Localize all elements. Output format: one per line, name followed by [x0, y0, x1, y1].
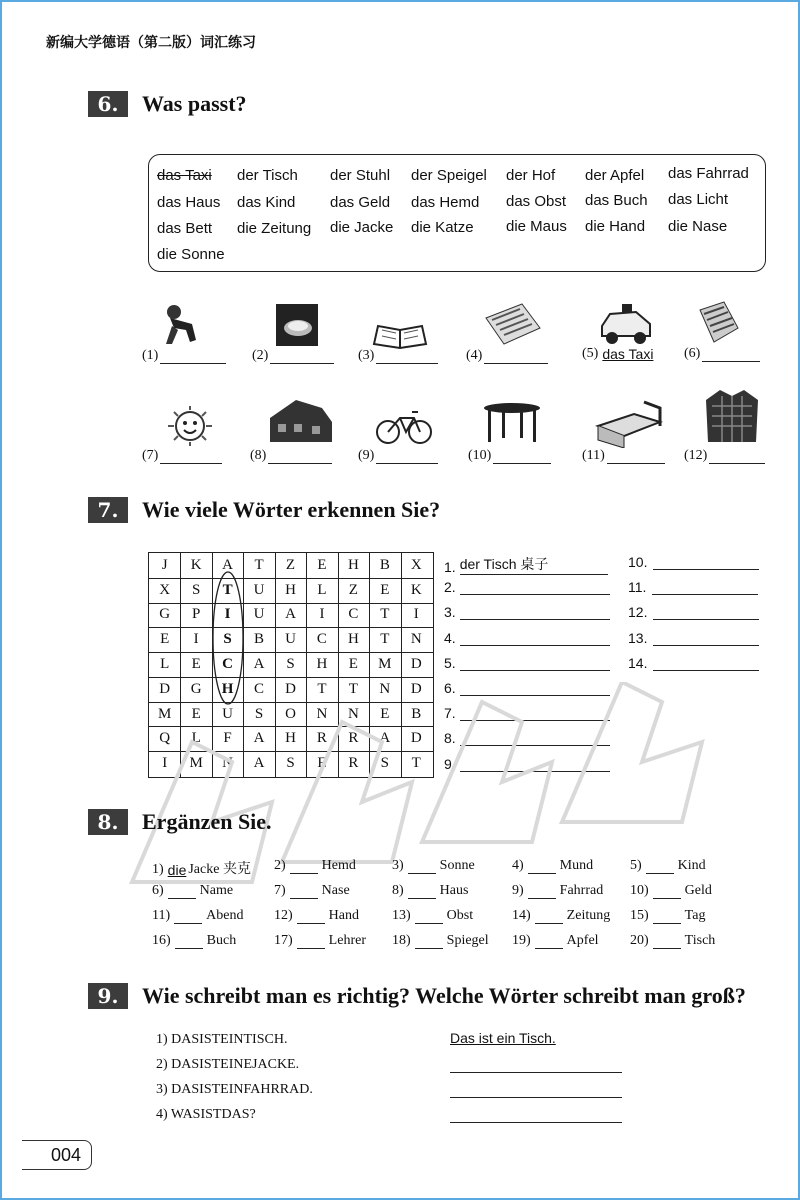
item-number: 2) — [274, 858, 286, 873]
grid-cell: N — [316, 705, 328, 722]
label-number: (12) — [684, 448, 708, 463]
word: der Apfel — [585, 167, 645, 184]
noun: Mund — [559, 858, 594, 873]
word: das Buch — [585, 192, 648, 209]
grid-cell: D — [410, 680, 422, 697]
exercise-title: Wie schreibt man es richtig? Welche Wörter schreibt man groß? — [142, 983, 746, 1008]
answer-line[interactable] — [450, 1122, 622, 1123]
grid-cell: E — [380, 705, 390, 722]
word: das Obst — [506, 193, 567, 210]
item-number: 11) — [152, 908, 171, 923]
noun: Haus — [439, 883, 469, 898]
noun: Obst — [446, 908, 474, 923]
grid-cell: M — [378, 655, 392, 672]
noun: Fahrrad — [559, 883, 604, 898]
grid-cell: P — [191, 606, 201, 623]
grid-cell: M — [189, 755, 203, 772]
entry-number: 5. — [444, 654, 456, 671]
grid-cell: T — [380, 631, 390, 648]
grid-cell: N — [379, 680, 391, 697]
grid-cell: Q — [159, 730, 171, 747]
label-number: (8) — [250, 448, 267, 463]
grid-cell: F — [223, 730, 232, 747]
item-number: 1) — [152, 862, 164, 877]
picture-label-11 — [582, 448, 665, 464]
article-blank[interactable] — [408, 859, 436, 874]
item-number: 3) — [392, 858, 404, 873]
grid-cell: I — [193, 631, 199, 648]
noun: Jacke 夹克 — [188, 862, 251, 877]
article-blank[interactable] — [290, 859, 318, 874]
grid-cell: E — [191, 705, 201, 722]
grid-cell: I — [162, 755, 168, 772]
answer-blank[interactable] — [160, 349, 226, 364]
grid-cell: R — [348, 730, 359, 747]
label-number: (4) — [466, 348, 483, 363]
answer-line[interactable] — [450, 1097, 622, 1098]
picture-label-8 — [250, 448, 332, 464]
article-blank[interactable] — [297, 934, 325, 949]
grid-cell: S — [191, 581, 201, 598]
exercise-6-heading — [88, 90, 247, 118]
grid-cell: S — [380, 755, 389, 772]
answer-blank[interactable] — [460, 605, 610, 620]
grid-cell: L — [160, 655, 170, 672]
newspaper-icon — [482, 298, 542, 348]
article-blank[interactable] — [290, 884, 318, 899]
grid-cell: H — [347, 631, 359, 648]
bed-icon — [594, 396, 664, 448]
grid-cell: C — [254, 680, 265, 697]
word-entry — [628, 579, 758, 595]
entry-number: 7. — [444, 705, 456, 722]
label-number: (5) — [582, 346, 599, 361]
grid-cell: Z — [348, 581, 358, 598]
grid-cell: D — [410, 730, 422, 747]
article-item — [630, 933, 715, 949]
item-number: 10) — [630, 883, 649, 898]
grid-cell: R — [316, 730, 327, 747]
grid-cell: H — [221, 680, 234, 697]
article-item — [512, 883, 603, 899]
item-number: 8) — [392, 883, 404, 898]
answer-blank[interactable] — [268, 449, 332, 464]
word: der Tisch — [237, 167, 298, 184]
article-item — [630, 883, 712, 899]
article-item — [274, 908, 359, 924]
noun: Tisch — [684, 933, 716, 948]
picture-label-12 — [684, 448, 765, 464]
paper-icon — [694, 298, 744, 348]
grid-cell: O — [285, 705, 296, 722]
grid-cell: A — [253, 655, 265, 672]
grid-cell: T — [254, 556, 264, 573]
word: das Kind — [237, 194, 296, 211]
grid-cell: C — [222, 655, 234, 672]
grid-cell: A — [253, 755, 265, 772]
page-number: 004 — [22, 1140, 92, 1170]
word: die Zeitung — [237, 220, 312, 237]
item-number: 18) — [392, 933, 411, 948]
article-item — [512, 933, 599, 949]
grid-cell: X — [159, 581, 171, 598]
exercise-number-badge: 8. — [88, 809, 128, 835]
grid-cell: A — [285, 606, 296, 623]
word-entry — [444, 604, 610, 620]
answer-blank[interactable] — [484, 349, 548, 364]
grid-cell: E — [160, 631, 170, 648]
grid-cell: L — [317, 581, 327, 598]
noun: Sonne — [439, 858, 475, 873]
word: der Stuhl — [330, 167, 391, 184]
grid-cell: U — [285, 631, 296, 648]
article-blank[interactable] — [646, 859, 674, 874]
grid-cell: E — [317, 556, 327, 573]
answer-blank[interactable] — [376, 449, 438, 464]
grid-line — [149, 603, 433, 604]
answer-blank[interactable] — [653, 555, 759, 570]
word: das Haus — [157, 194, 221, 211]
noun: Apfel — [566, 933, 599, 948]
article-item — [152, 933, 236, 949]
grid-cell: B — [254, 631, 265, 648]
grid-cell: X — [410, 556, 422, 573]
item-number: 13) — [392, 908, 411, 923]
word: das Fahrrad — [668, 165, 749, 182]
answer-blank[interactable] — [460, 631, 610, 646]
word-entry — [444, 655, 610, 671]
item-number: 6) — [152, 883, 164, 898]
article-item — [512, 908, 610, 924]
entry-number: 8. — [444, 730, 456, 747]
label-number: (2) — [252, 348, 269, 363]
entry-number: 9. — [444, 755, 456, 772]
exercise-9-heading — [88, 982, 746, 1010]
article-blank[interactable] — [415, 934, 443, 949]
answer-blank[interactable] — [493, 449, 551, 464]
jacket-icon — [702, 386, 762, 446]
exercise-number-badge: 9. — [88, 983, 128, 1009]
exercise-title: Wie viele Wörter erkennen Sie? — [142, 497, 441, 522]
article-item — [274, 883, 350, 899]
article-item — [630, 908, 705, 924]
word-entry — [628, 554, 759, 570]
picture-label-2 — [252, 348, 334, 364]
grid-line — [149, 677, 433, 678]
answer-text: das Taxi — [602, 346, 654, 362]
picture-label-9 — [358, 448, 438, 464]
article-answer: die — [167, 862, 187, 878]
grid-cell: A — [379, 730, 391, 747]
grid-cell: D — [285, 680, 296, 697]
item-number: 19) — [512, 933, 531, 948]
noun: Lehrer — [328, 933, 366, 948]
item-number: 4) — [512, 858, 524, 873]
grid-cell: D — [159, 680, 171, 697]
grid-cell: N — [222, 755, 234, 772]
grid-cell: E — [348, 655, 358, 672]
answer-blank[interactable] — [652, 580, 758, 595]
article-blank[interactable] — [174, 909, 202, 924]
grid-cell: M — [158, 705, 172, 722]
answer-line[interactable] — [450, 1072, 622, 1073]
article-item — [274, 933, 366, 949]
grid-cell: T — [411, 755, 421, 772]
grid-cell: C — [348, 606, 359, 623]
grid-cell: I — [224, 606, 231, 623]
article-blank[interactable] — [297, 909, 325, 924]
answer-blank[interactable] — [607, 449, 665, 464]
mouse-icon — [268, 300, 328, 350]
word-box — [148, 154, 766, 272]
article-blank[interactable] — [168, 884, 196, 899]
grid-cell: L — [191, 730, 201, 747]
answer-blank[interactable] — [160, 449, 222, 464]
entry-answer: der Tisch 桌子 — [460, 554, 608, 575]
picture-label-3 — [358, 348, 438, 364]
entry-number: 2. — [444, 579, 456, 596]
grid-cell: U — [253, 606, 265, 623]
article-blank[interactable] — [175, 934, 203, 949]
noun: Name — [199, 883, 234, 898]
exercise-number-badge: 7. — [88, 497, 128, 523]
answer-blank[interactable] — [653, 605, 759, 620]
uppercase-sentence: 2) DASISTEINEJACKE. — [156, 1057, 300, 1072]
entry-number: 6. — [444, 680, 456, 696]
word: das Bett — [157, 220, 213, 237]
noun: Nase — [321, 883, 350, 898]
grid-cell: E — [380, 581, 390, 598]
grid-cell: G — [159, 606, 171, 623]
grid-cell: I — [319, 606, 325, 623]
article-blank[interactable] — [408, 884, 436, 899]
grid-cell: T — [222, 581, 233, 598]
answer-blank[interactable] — [709, 449, 765, 464]
picture-label-4 — [466, 348, 548, 364]
grid-cell: N — [410, 631, 422, 648]
grid-cell: R — [348, 755, 359, 772]
label-number: (9) — [358, 448, 375, 463]
grid-cell: H — [285, 581, 296, 598]
word-entry — [628, 630, 759, 646]
answer-blank[interactable] — [460, 580, 610, 595]
grid-cell: A — [253, 730, 265, 747]
word-entry — [628, 604, 759, 620]
article-blank[interactable] — [653, 884, 681, 899]
taxi-icon — [596, 298, 656, 348]
table-icon — [480, 398, 544, 448]
entry-number: 10. — [628, 554, 648, 570]
picture-label-10 — [468, 448, 551, 464]
answer-blank[interactable] — [376, 349, 438, 364]
sun-icon — [160, 400, 220, 450]
label-number: (1) — [142, 348, 159, 363]
entry-number: 11. — [628, 579, 647, 596]
grid-cell: N — [347, 705, 359, 722]
grid-cell: T — [348, 680, 358, 697]
picture-label-7 — [142, 448, 222, 464]
article-item — [152, 858, 251, 878]
answer-blank[interactable] — [653, 631, 759, 646]
item-number: 17) — [274, 933, 293, 948]
grid-line — [149, 627, 433, 628]
entry-number: 12. — [628, 604, 648, 621]
article-item — [392, 933, 489, 949]
item-number: 5) — [630, 858, 642, 873]
noun: Zeitung — [566, 908, 611, 923]
grid-cell: K — [190, 556, 202, 573]
word: das Licht — [668, 191, 729, 208]
word: der Hof — [506, 167, 556, 184]
grid-cell: U — [253, 581, 265, 598]
grid-cell: K — [410, 581, 422, 598]
word: der Speigel — [411, 167, 487, 184]
article-blank[interactable] — [535, 909, 563, 924]
picture-label-5 — [582, 346, 653, 362]
child-icon — [152, 300, 212, 350]
article-item — [392, 908, 473, 924]
grid-cell: Z — [285, 556, 296, 573]
item-number: 16) — [152, 933, 171, 948]
article-blank[interactable] — [528, 859, 556, 874]
article-blank[interactable] — [415, 909, 443, 924]
grid-cell: E — [191, 655, 201, 672]
word: die Nase — [668, 218, 728, 235]
grid-cell: C — [316, 631, 327, 648]
article-blank[interactable] — [653, 909, 681, 924]
grid-cell: U — [222, 705, 234, 722]
word: die Sonne — [157, 246, 225, 263]
entry-number: 1. — [444, 559, 456, 575]
grid-cell: S — [223, 631, 232, 648]
answer-blank[interactable] — [653, 656, 759, 671]
label-number: (3) — [358, 348, 375, 363]
grid-cell: A — [222, 556, 234, 573]
exercise-title: Was passt? — [142, 91, 247, 116]
word-entry — [444, 554, 608, 575]
article-blank[interactable] — [653, 934, 681, 949]
article-blank[interactable] — [528, 884, 556, 899]
label-number: (11) — [582, 448, 605, 463]
item-number: 12) — [274, 908, 293, 923]
item-number: 15) — [630, 908, 649, 923]
word: die Katze — [411, 219, 474, 236]
article-item — [152, 883, 233, 899]
entry-number: 14. — [628, 654, 648, 671]
word-entry — [444, 579, 610, 595]
article-item — [392, 858, 475, 874]
grid-cell: I — [413, 606, 419, 623]
grid-line — [149, 652, 433, 653]
uppercase-sentence: 1) DASISTEINTISCH. — [156, 1032, 288, 1047]
picture-label-6 — [684, 346, 760, 362]
exercise-number-badge: 6. — [88, 91, 128, 117]
picture-label-1 — [142, 348, 226, 364]
noun: Geld — [684, 883, 712, 898]
article-item — [274, 858, 356, 874]
noun: Kind — [677, 858, 706, 873]
grid-line — [149, 578, 433, 579]
bicycle-icon — [374, 400, 434, 450]
entry-number: 13. — [628, 629, 648, 646]
word-entry — [628, 655, 759, 671]
word-crossed: das Taxi — [157, 167, 212, 184]
exercise-7-heading — [88, 496, 440, 524]
label-number: (10) — [468, 448, 492, 463]
answer-blank[interactable] — [270, 349, 334, 364]
item-number: 7) — [274, 883, 286, 898]
uppercase-sentence: 4) WASISTDAS? — [156, 1107, 256, 1122]
house-icon — [266, 394, 336, 448]
article-item — [392, 883, 468, 899]
article-item — [630, 858, 706, 874]
word-entry — [444, 630, 610, 646]
exercise-title: Ergänzen Sie. — [142, 809, 272, 834]
article-blank[interactable] — [535, 934, 563, 949]
answer-blank[interactable] — [702, 347, 760, 362]
corrected-sentence: Das ist ein Tisch. — [450, 1030, 556, 1046]
grid-cell: G — [190, 680, 202, 697]
grid-cell: D — [410, 655, 422, 672]
noun: Abend — [206, 908, 244, 923]
noun: Buch — [206, 933, 237, 948]
noun: Hand — [328, 908, 359, 923]
running-head: 新编大学德语（第二版）词汇练习 — [46, 35, 256, 51]
grid-cell: H — [285, 730, 296, 747]
grid-cell: H — [347, 556, 359, 573]
article-item — [512, 858, 593, 874]
grid-cell: B — [411, 705, 422, 722]
item-number: 9) — [512, 883, 524, 898]
word: das Hemd — [411, 194, 480, 211]
label-number: (7) — [142, 448, 159, 463]
word: die Hand — [585, 218, 646, 235]
entry-number: 3. — [444, 604, 456, 621]
grid-cell: H — [316, 655, 328, 672]
noun: Hemd — [321, 858, 356, 873]
word: die Jacke — [330, 219, 394, 236]
grid-cell: T — [317, 680, 327, 697]
grid-cell: S — [286, 655, 295, 672]
grid-cell: E — [317, 755, 327, 772]
entry-number: 4. — [444, 629, 456, 646]
item-number: 14) — [512, 908, 531, 923]
article-item — [152, 908, 243, 924]
noun: Spiegel — [446, 933, 489, 948]
item-number: 20) — [630, 933, 649, 948]
grid-cell: B — [379, 556, 390, 573]
answer-blank[interactable] — [460, 656, 610, 671]
grid-cell: S — [254, 705, 264, 722]
grid-cell: T — [380, 606, 390, 623]
grid-cell: S — [286, 755, 295, 772]
uppercase-sentence: 3) DASISTEINFAHRRAD. — [156, 1082, 313, 1097]
grid-cell: J — [161, 556, 168, 573]
exercise-8-heading — [88, 808, 272, 836]
label-number: (6) — [684, 346, 701, 361]
noun: Tag — [684, 908, 706, 923]
word: die Maus — [506, 218, 567, 235]
word: das Geld — [330, 194, 391, 211]
